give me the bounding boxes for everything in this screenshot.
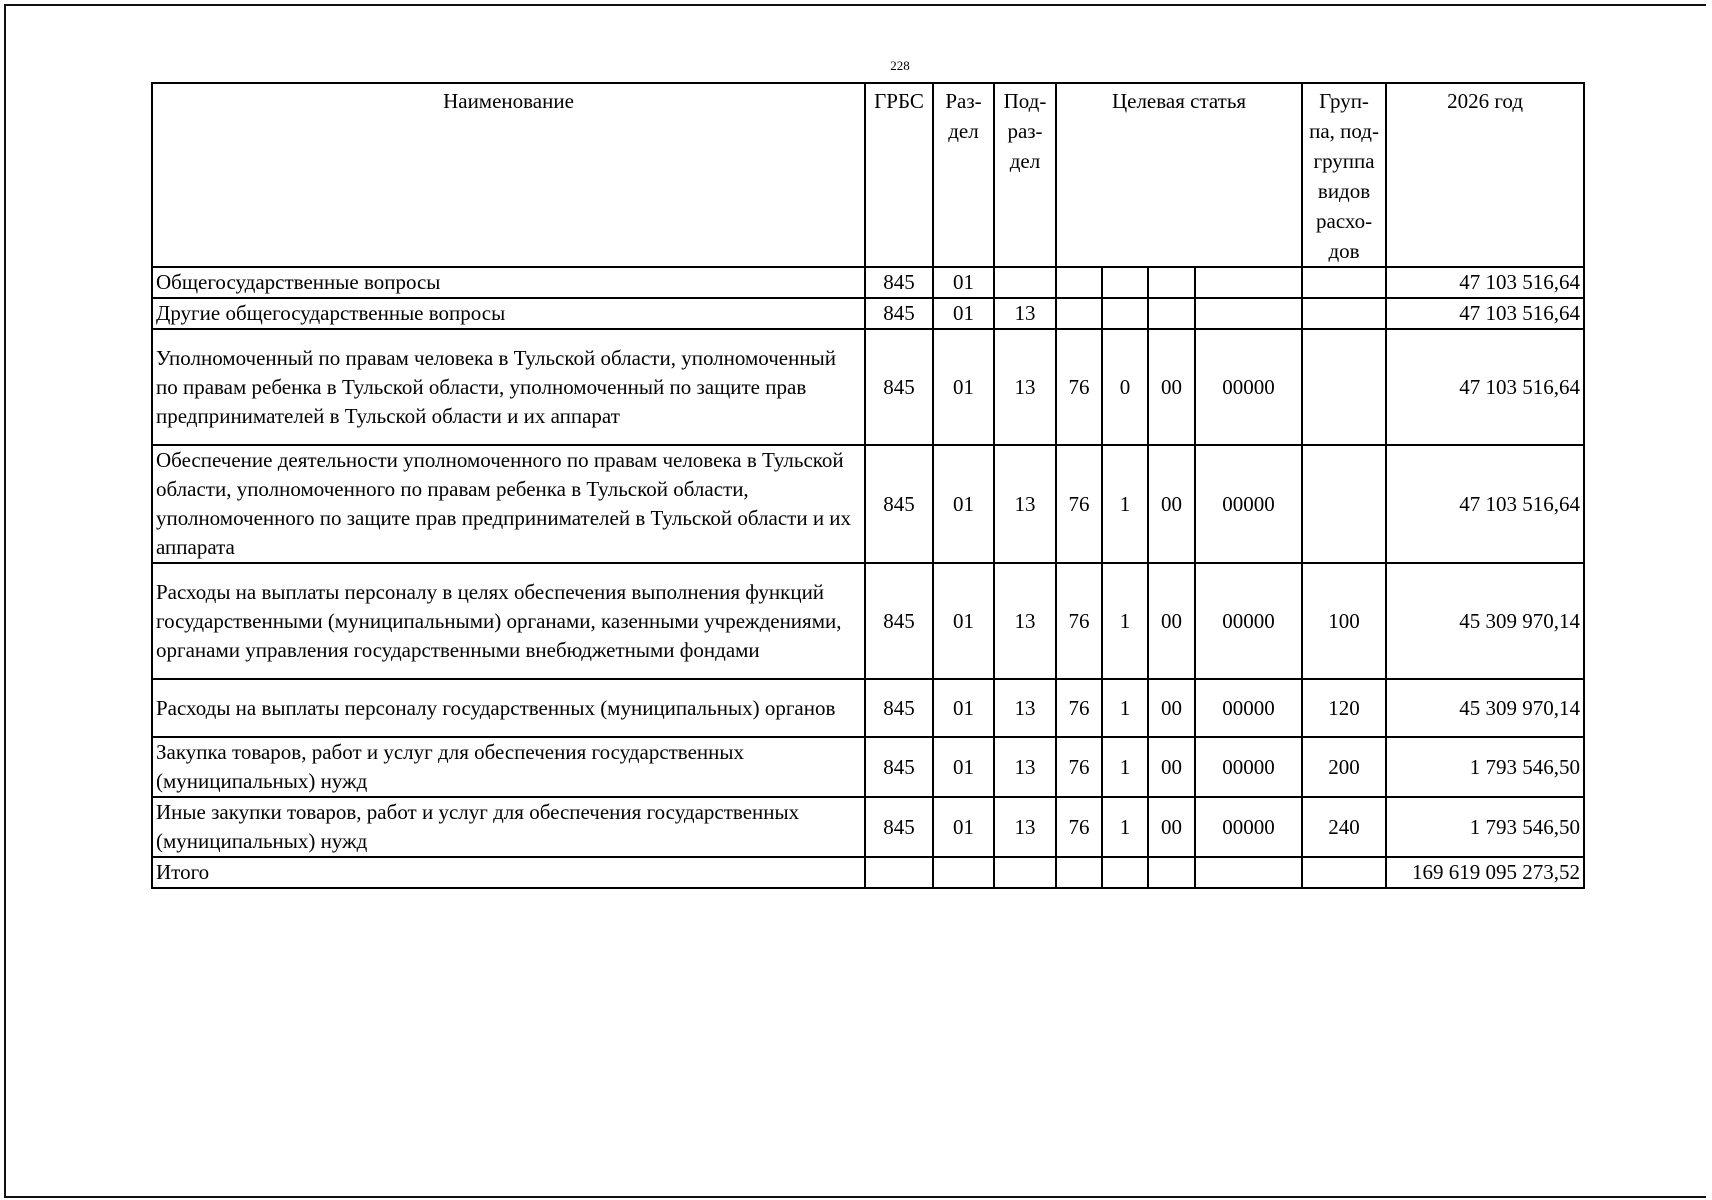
cell-vr: 240 — [1302, 797, 1386, 857]
cell-pr: 13 — [994, 679, 1056, 737]
cell-name: Закупка товаров, работ и услуг для обеспечения государственных (муниципальных) нужд — [152, 737, 865, 797]
cell-cs2: 1 — [1102, 679, 1148, 737]
cell-cs3: 00 — [1148, 737, 1195, 797]
cell-rz: 01 — [933, 563, 994, 679]
cell-name: Другие общегосударственные вопросы — [152, 298, 865, 329]
cell-pr — [994, 267, 1056, 298]
cell-pr: 13 — [994, 445, 1056, 563]
cell-pr — [994, 857, 1056, 888]
cell-grbs: 845 — [865, 679, 933, 737]
header-expense-group: Груп- па, под- группа видов расхо- дов — [1302, 83, 1386, 267]
cell-sum: 169 619 095 273,52 — [1386, 857, 1584, 888]
cell-grbs: 845 — [865, 267, 933, 298]
cell-cs3: 00 — [1148, 679, 1195, 737]
cell-cs1: 76 — [1056, 329, 1102, 445]
cell-sum: 47 103 516,64 — [1386, 267, 1584, 298]
cell-cs1 — [1056, 298, 1102, 329]
cell-grbs: 845 — [865, 329, 933, 445]
cell-name: Общегосударственные вопросы — [152, 267, 865, 298]
cell-grbs — [865, 857, 933, 888]
cell-pr: 13 — [994, 563, 1056, 679]
cell-grbs: 845 — [865, 298, 933, 329]
cell-vr: 100 — [1302, 563, 1386, 679]
cell-vr: 200 — [1302, 737, 1386, 797]
table-row — [152, 329, 1584, 445]
page-number: 228 — [890, 58, 910, 73]
cell-cs2: 0 — [1102, 329, 1148, 445]
table-row — [152, 267, 1584, 298]
cell-rz — [933, 857, 994, 888]
table-row — [152, 679, 1584, 737]
cell-cs2: 1 — [1102, 797, 1148, 857]
cell-cs1: 76 — [1056, 797, 1102, 857]
cell-pr: 13 — [994, 797, 1056, 857]
cell-cs1: 76 — [1056, 445, 1102, 563]
header-razdel: Раз- дел — [933, 83, 994, 267]
cell-cs1: 76 — [1056, 563, 1102, 679]
cell-cs3 — [1148, 267, 1195, 298]
cell-sum: 47 103 516,64 — [1386, 445, 1584, 563]
header-target-article: Целевая статья — [1056, 83, 1302, 267]
header-grbs: ГРБС — [865, 83, 933, 267]
cell-pr: 13 — [994, 737, 1056, 797]
cell-name: Уполномоченный по правам человека в Тульской области, уполномоченный по правам ребенка в Тульской области, уполномоченный по защите прав предпринимателей в Тульской области и их аппарат — [152, 329, 865, 445]
cell-cs3: 00 — [1148, 445, 1195, 563]
cell-cs3: 00 — [1148, 329, 1195, 445]
cell-cs4 — [1195, 298, 1302, 329]
cell-cs1: 76 — [1056, 679, 1102, 737]
cell-rz: 01 — [933, 797, 994, 857]
cell-vr — [1302, 445, 1386, 563]
cell-cs1 — [1056, 857, 1102, 888]
cell-cs2 — [1102, 298, 1148, 329]
cell-sum: 45 309 970,14 — [1386, 563, 1584, 679]
cell-cs1 — [1056, 267, 1102, 298]
cell-cs4: 00000 — [1195, 445, 1302, 563]
cell-cs2 — [1102, 857, 1148, 888]
cell-cs4: 00000 — [1195, 737, 1302, 797]
cell-vr — [1302, 329, 1386, 445]
cell-name: Обеспечение деятельности уполномоченного по правам человека в Тульской области, уполномоченного по правам ребенка в Тульской области, уполномоченного по защите прав предпринимателей в Тульской области и их аппарата — [152, 445, 865, 563]
cell-name: Расходы на выплаты персоналу в целях обеспечения выполнения функций государственными (муниципальными) органами, казенными учреждениями, органами управления государственными внебюджетными фондами — [152, 563, 865, 679]
cell-name: Итого — [152, 857, 865, 888]
header-name: Наименование — [152, 83, 865, 267]
table-row — [152, 737, 1584, 797]
cell-name: Расходы на выплаты персоналу государственных (муниципальных) органов — [152, 679, 865, 737]
cell-vr — [1302, 298, 1386, 329]
cell-grbs: 845 — [865, 797, 933, 857]
header-year-2026: 2026 год — [1386, 83, 1584, 267]
cell-sum: 1 793 546,50 — [1386, 797, 1584, 857]
table-row — [152, 797, 1584, 857]
cell-grbs: 845 — [865, 563, 933, 679]
cell-grbs: 845 — [865, 737, 933, 797]
cell-cs4: 00000 — [1195, 563, 1302, 679]
table-row — [152, 563, 1584, 679]
table-row — [152, 298, 1584, 329]
cell-rz: 01 — [933, 329, 994, 445]
table-row — [152, 857, 1584, 888]
cell-cs4 — [1195, 267, 1302, 298]
cell-cs2: 1 — [1102, 445, 1148, 563]
cell-cs2: 1 — [1102, 737, 1148, 797]
header-podrazdel: Под- раз- дел — [994, 83, 1056, 267]
cell-grbs: 845 — [865, 445, 933, 563]
cell-sum: 45 309 970,14 — [1386, 679, 1584, 737]
cell-cs2: 1 — [1102, 563, 1148, 679]
cell-rz: 01 — [933, 445, 994, 563]
budget-table — [151, 82, 1585, 889]
cell-vr — [1302, 267, 1386, 298]
cell-cs4: 00000 — [1195, 329, 1302, 445]
cell-vr: 120 — [1302, 679, 1386, 737]
cell-pr: 13 — [994, 298, 1056, 329]
cell-cs4 — [1195, 857, 1302, 888]
cell-rz: 01 — [933, 298, 994, 329]
cell-name: Иные закупки товаров, работ и услуг для обеспечения государственных (муниципальных) нужд — [152, 797, 865, 857]
cell-cs3 — [1148, 857, 1195, 888]
cell-cs1: 76 — [1056, 737, 1102, 797]
cell-cs3: 00 — [1148, 563, 1195, 679]
cell-sum: 47 103 516,64 — [1386, 298, 1584, 329]
cell-rz: 01 — [933, 679, 994, 737]
cell-rz: 01 — [933, 737, 994, 797]
cell-sum: 47 103 516,64 — [1386, 329, 1584, 445]
cell-cs3: 00 — [1148, 797, 1195, 857]
cell-pr: 13 — [994, 329, 1056, 445]
cell-cs4: 00000 — [1195, 679, 1302, 737]
cell-cs4: 00000 — [1195, 797, 1302, 857]
cell-vr — [1302, 857, 1386, 888]
table-row — [152, 445, 1584, 563]
cell-cs2 — [1102, 267, 1148, 298]
table-header-row — [152, 83, 1584, 267]
cell-rz: 01 — [933, 267, 994, 298]
cell-sum: 1 793 546,50 — [1386, 737, 1584, 797]
cell-cs3 — [1148, 298, 1195, 329]
